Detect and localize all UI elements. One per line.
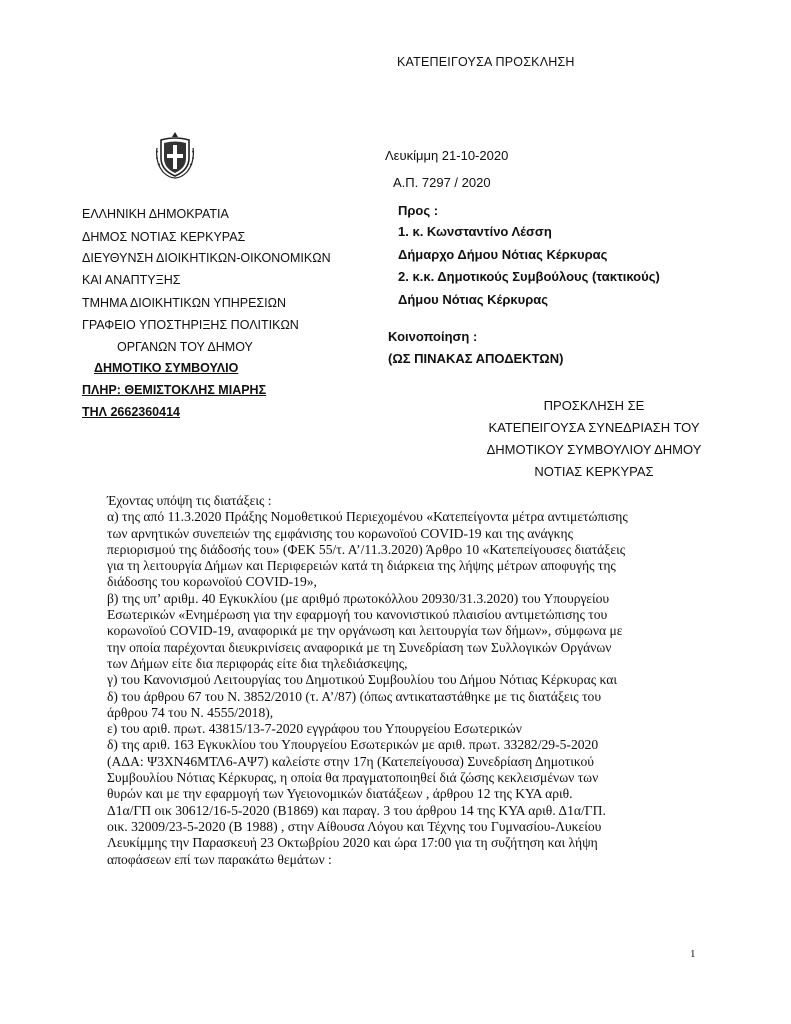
body-line: την οποία παρέχονται διευκρινίσεις αναφορικά με τη Συνεδρίαση των Συλλογικών Οργάνων — [107, 639, 612, 655]
body-line: Εσωτερικών «Ενημέρωση για την εφαρμογή του κανονιστικού πλαισίου αντιμετώπισης του — [107, 607, 608, 623]
body-line: γ) του Κανονισμού Λειτουργίας του Δημοτικού Συμβουλίου του Δήμου Νότιας Κέρκυρας και — [107, 672, 618, 688]
sender-line: ΤΜΗΜΑ ΔΙΟΙΚΗΤΙΚΩΝ ΥΠΗΡΕΣΙΩΝ — [82, 296, 287, 310]
sender-line: ΓΡΑΦΕΙΟ ΥΠΟΣΤΗΡΙΞΗΣ ΠΟΛΙΤΙΚΩΝ — [82, 318, 299, 332]
cc-value: (ΩΣ ΠΙΝΑΚΑΣ ΑΠΟΔΕΚΤΩΝ) — [388, 351, 564, 366]
recipient-line: 1. κ. Κωνσταντίνο Λέσση — [398, 224, 552, 239]
recipient-line: 2. κ.κ. Δημοτικούς Συμβούλους (τακτικούς) — [398, 269, 660, 284]
sender-line: ΟΡΓΑΝΩΝ ΤΟΥ ΔΗΜΟΥ — [117, 340, 253, 354]
cc-label: Κοινοποίηση : — [388, 329, 478, 344]
sender-line: ΔΗΜΟΣ ΝΟΤΙΑΣ ΚΕΡΚΥΡΑΣ — [82, 230, 246, 244]
recipient-line: Δήμου Νότιας Κέρκυρας — [398, 292, 549, 307]
urgent-invitation-title: ΚΑΤΕΠΕΙΓΟΥΣΑ ΠΡΟΣΚΛΗΣΗ — [397, 55, 575, 69]
sender-line: ΕΛΛΗΝΙΚΗ ΔΗΜΟΚΡΑΤΙΑ — [82, 207, 229, 221]
body-line: θυρών και με την εφαρμογή των Υγειονομικών διατάξεων , άρθρου 12 της ΚΥΑ αριθ. — [107, 786, 573, 802]
body-line: για τη λειτουργία Δήμων και Περιφερειών κατά τη διάρκεια της λήψης μέτρων αποφυγής της — [107, 558, 616, 574]
invitation-heading-line: ΠΡΟΣΚΛΗΣΗ ΣΕ — [543, 398, 645, 413]
place-date: Λευκίμμη 21-10-2020 — [385, 148, 509, 163]
body-text — [107, 493, 707, 868]
council-name: ΔΗΜΟΤΙΚΟ ΣΥΜΒΟΥΛΙΟ — [94, 361, 239, 375]
contact-person: ΠΛΗΡ: ΘΕΜΙΣΤΟΚΛΗΣ ΜΙΑΡΗΣ — [82, 383, 267, 397]
body-line: α) της από 11.3.2020 Πράξης Νομοθετικού Περιεχομένου «Κατεπείγοντα μέτρα αντιμετώπισης — [107, 509, 628, 525]
body-line: β) της υπ’ αριθμ. 40 Εγκυκλίου (με αριθμό πρωτοκόλλου 20930/31.3.2020) του Υπουργείου — [107, 590, 610, 606]
body-line: των αρνητικών συνεπειών της εμφάνισης του κορωνοϊού COVID-19 και της ανάγκης — [107, 525, 573, 541]
body-line: δ) του άρθρου 67 του Ν. 3852/2010 (τ. Α’/87) (όπως αντικαταστάθηκε με τις διατάξεις του — [107, 688, 602, 704]
body-line: των Δήμων είτε δια περιφοράς είτε δια τηλεδιάσκεψης, — [107, 655, 408, 671]
sender-line: ΔΙΕΥΘΥΝΣΗ ΔΙΟΙΚΗΤΙΚΩΝ-ΟΙΚΟΝΟΜΙΚΩΝ — [82, 251, 331, 265]
body-line: κορωνοϊού COVID-19, αναφορικά με την οργάνωση και λειτουργία των δήμων», σύμφωνα με — [107, 623, 623, 639]
invitation-heading-line: ΚΑΤΕΠΕΙΓΟΥΣΑ ΣΥΝΕΔΡΙΑΣΗ ΤΟΥ — [488, 420, 700, 435]
body-line: Συμβουλίου Νότιας Κέρκυρας, η οποία θα πραγματοποιηθεί διά ζώσης κεκλεισμένων των — [107, 770, 599, 786]
body-line: Λευκίμμης την Παρασκευή 23 Οκτωβρίου 2020 και ώρα 17:00 για τη συζήτηση και λήψη — [107, 835, 598, 851]
body-line: Έχοντας υπόψη τις διατάξεις : — [107, 493, 272, 508]
greek-coat-of-arms-icon — [155, 128, 195, 180]
invitation-heading-line: ΝΟΤΙΑΣ ΚΕΡΚΥΡΑΣ — [534, 464, 654, 479]
body-line: (ΑΔΑ: Ψ3ΧΝ46ΜΤΛ6-ΑΨ7) καλείστε στην 17η (Κατεπείγουσα) Συνεδρίαση Δημοτικού — [107, 753, 595, 769]
recipients-label: Προς : — [398, 203, 439, 218]
sender-line: ΚΑΙ ΑΝΑΠΤΥΞΗΣ — [82, 273, 181, 287]
page-number: 1 — [690, 948, 696, 960]
reference-number: Α.Π. 7297 / 2020 — [393, 175, 491, 190]
body-line: οικ. 32009/23-5-2020 (Β 1988) , στην Αίθουσα Λόγου και Τέχνης του Γυμνασίου-Λυκείου — [107, 818, 602, 834]
body-line: ε) του αριθ. πρωτ. 43815/13-7-2020 εγγράφου του Υπουργείου Εσωτερικών — [107, 721, 522, 737]
invitation-heading-line: ΔΗΜΟΤΙΚΟΥ ΣΥΜΒΟΥΛΙΟΥ ΔΗΜΟΥ — [486, 442, 702, 457]
body-line: αποφάσεων επί των παρακάτω θεμάτων : — [107, 851, 332, 867]
body-line: Δ1α/ΓΠ οικ 30612/16-5-2020 (Β1869) και παραγ. 3 του άρθρου 14 της ΚΥΑ αριθ. Δ1α/ΓΠ. — [107, 802, 606, 818]
body-line: δ) της αριθ. 163 Εγκυκλίου του Υπουργείου Εσωτερικών με αριθ. πρωτ. 33282/29-5-2020 — [107, 737, 599, 753]
body-line: διάδοσης του κορωνοϊού COVID-19», — [107, 574, 317, 590]
body-line: περιορισμού της διάδοσής του» (ΦΕΚ 55/τ. Α’/11.3.2020) Άρθρο 10 «Κατεπείγουσες διατάξεις — [107, 541, 626, 557]
body-line: άρθρου 74 του Ν. 4555/2018), — [107, 704, 274, 720]
contact-phone: ΤΗΛ 2662360414 — [82, 405, 180, 419]
recipient-line: Δήμαρχο Δήμου Νότιας Κέρκυρας — [398, 247, 608, 262]
